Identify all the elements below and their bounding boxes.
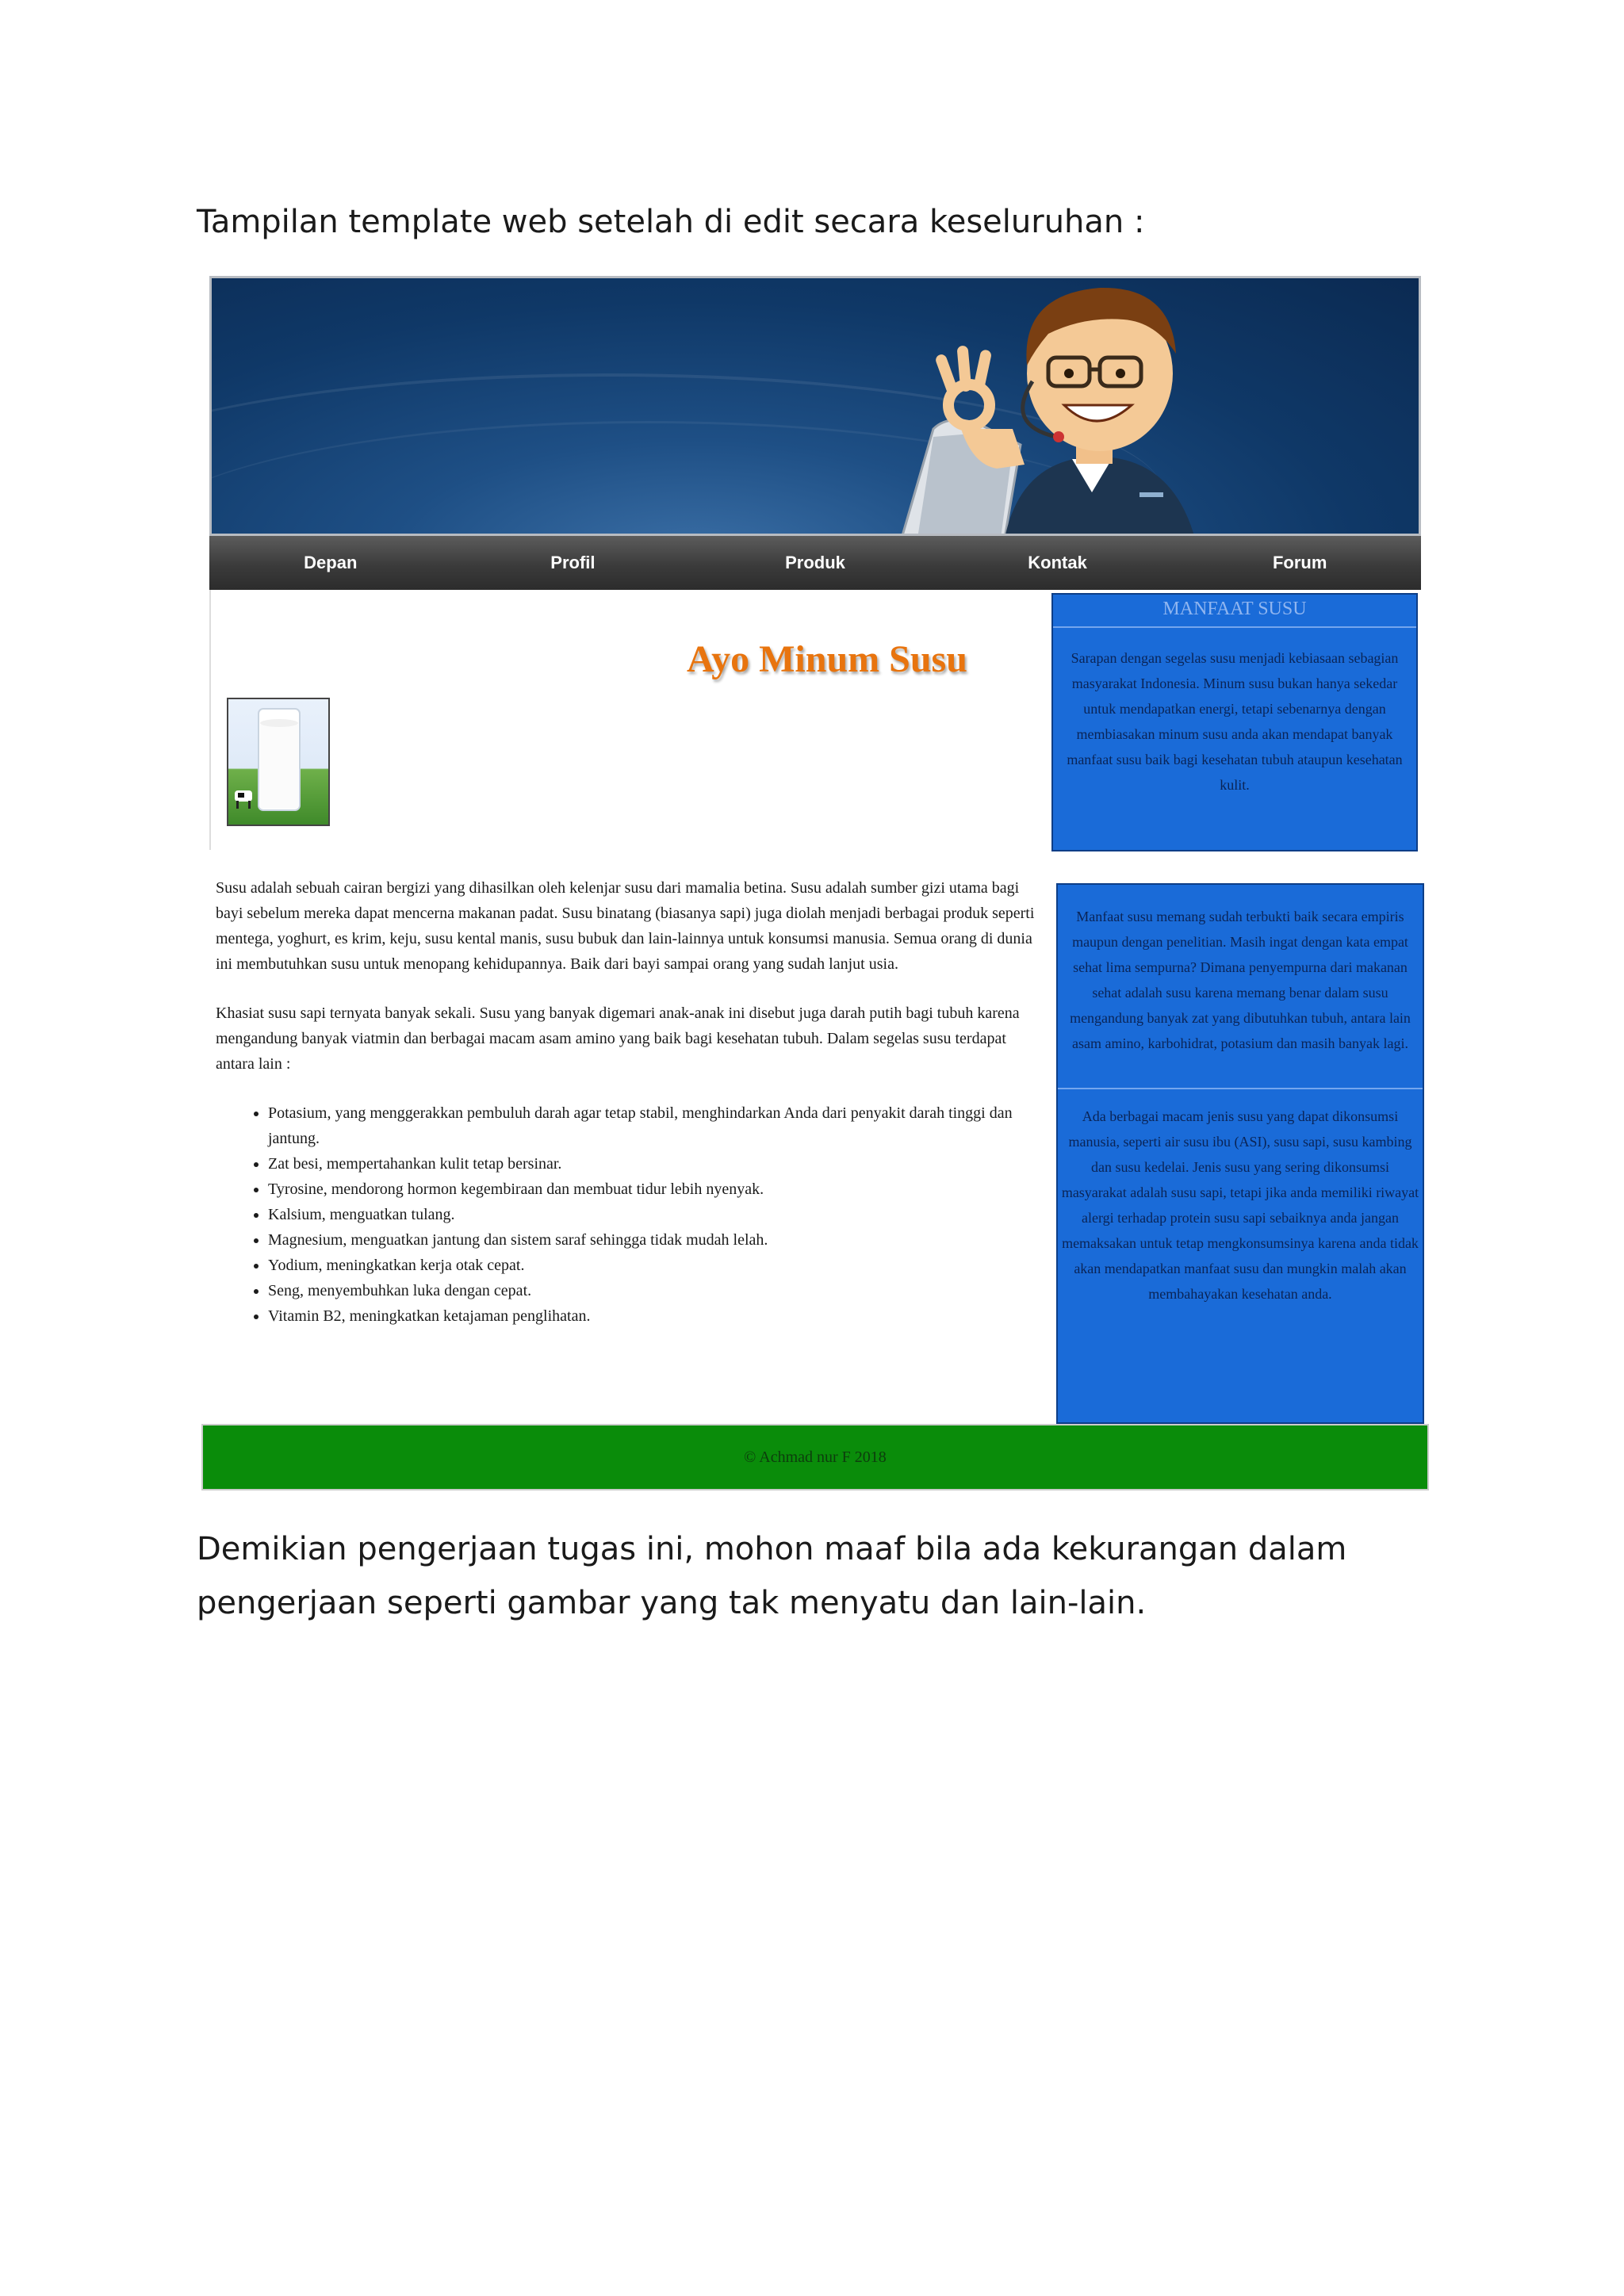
- sidebar-divider: [1058, 1088, 1423, 1089]
- footer-copyright: © Achmad nur F 2018: [744, 1448, 887, 1466]
- nav-produk[interactable]: Produk: [785, 553, 845, 572]
- website-screenshot: [201, 276, 1429, 1494]
- nav-profil[interactable]: Profil: [550, 553, 596, 572]
- list-item: • Vitamin B2, meningkatkan ketajaman penglihatan.: [268, 1303, 1040, 1329]
- article-paragraph: Susu adalah sebuah cairan bergizi yang dihasilkan oleh kelenjar susu dari mamalia betina. Susu adalah sumber gizi utama bagi bayi sebelum mereka dapat mencerna makanan padat. Susu binatang (biasanya sapi) juga diolah menjadi berbagai produk seperti mentega, yoghurt, es krim, keju, susu kental manis, susu bubuk dan lain-lainnya untuk konsumsi manusia. Semua orang di dunia ini membutuhkan susu untuk menopang kehidupannya. Baik dari bayi sampai orang yang sudah lanjut usia.: [216, 879, 1035, 973]
- sidebar-info: [1056, 883, 1424, 1424]
- sidebar-title: MANFAAT SUSU: [1053, 595, 1416, 628]
- list-item: • Yodium, meningkatkan kerja otak cepat.: [268, 1253, 1040, 1278]
- list-item: • Potasium, yang menggerakkan pembuluh darah agar tetap stabil, menghindarkan Anda dari penyakit darah tinggi dan jantung.: [268, 1100, 1040, 1151]
- nav-depan[interactable]: Depan: [304, 553, 358, 572]
- list-item: • Kalsium, menguatkan tulang.: [268, 1202, 1040, 1227]
- cartoon-operator-illustration: [886, 278, 1298, 536]
- nutrient-list: [216, 1100, 1040, 1329]
- closing-text: Demikian pengerjaan tugas ini, mohon maaf bila ada kekurangan dalam pengerjaan seperti gambar yang tak menyatu dan lain-lain.: [197, 1531, 1347, 1621]
- list-item: • Seng, menyembuhkan luka dengan cepat.: [268, 1278, 1040, 1303]
- list-item: • Magnesium, menguatkan jantung dan sistem saraf sehingga tidak mudah lelah.: [268, 1227, 1040, 1253]
- milk-glass-image: [227, 698, 330, 826]
- sidebar-manfaat-susu: [1051, 593, 1418, 851]
- main-navigation: [209, 536, 1421, 590]
- sidebar-text: Sarapan dengan segelas susu menjadi kebiasaan sebagian masyarakat Indonesia. Minum susu bukan hanya sekedar untuk mendapatkan energi, tetapi sebenarnya dengan membiasakan minum susu anda akan mendapat banyak manfaat susu baik bagi kesehatan tubuh ataupun kesehatan kulit.: [1067, 650, 1403, 793]
- article-body: [216, 875, 1040, 1329]
- nav-forum[interactable]: Forum: [1272, 553, 1327, 572]
- article-paragraph: Khasiat susu sapi ternyata banyak sekali. Susu yang banyak digemari anak-anak ini disebut juga darah putih bagi tubuh karena mengandung banyak viatmin dan berbagai macam asam amino yang baik bagi kesehatan tubuh. Dalam segelas susu terdapat antara lain :: [216, 1004, 1020, 1073]
- milk-glass-icon: [228, 699, 328, 825]
- sidebar-text: Manfaat susu memang sudah terbukti baik secara empiris maupun dengan penelitian. Masih ingat dengan kata empat sehat lima sempurna? Dimana penyempurna dari makanan sehat adalah susu karena memang benar dalam susu mengandung banyak zat yang dibutuhkan tubuh, antara lain asam amino, karbohidrat, potasium dan masih banyak lagi.: [1070, 909, 1411, 1051]
- site-footer: [201, 1424, 1429, 1490]
- intro-text: Tampilan template web setelah di edit secara keseluruhan :: [197, 204, 1145, 240]
- nav-kontak[interactable]: Kontak: [1028, 553, 1087, 572]
- list-item: • Zat besi, mempertahankan kulit tetap bersinar.: [268, 1151, 1040, 1177]
- slogan-heading: Ayo Minum Susu: [687, 638, 967, 680]
- sidebar-text: Ada berbagai macam jenis susu yang dapat dikonsumsi manusia, seperti air susu ibu (ASI), susu sapi, susu kambing dan susu kedelai. Jenis susu yang sering dikonsumsi masyarakat adalah susu sapi, tetapi jika anda memiliki riwayat alergi terhadap protein susu sapi sebaiknya anda jangan memaksakan untuk tetap mengkonsumsinya karena anda tidak akan mendapatkan manfaat susu dan mungkin malah akan membahayakan kesehatan anda.: [1061, 1108, 1419, 1302]
- list-item: • Tyrosine, mendorong hormon kegembiraan dan membuat tidur lebih nyenyak.: [268, 1177, 1040, 1202]
- header-banner: [209, 276, 1421, 536]
